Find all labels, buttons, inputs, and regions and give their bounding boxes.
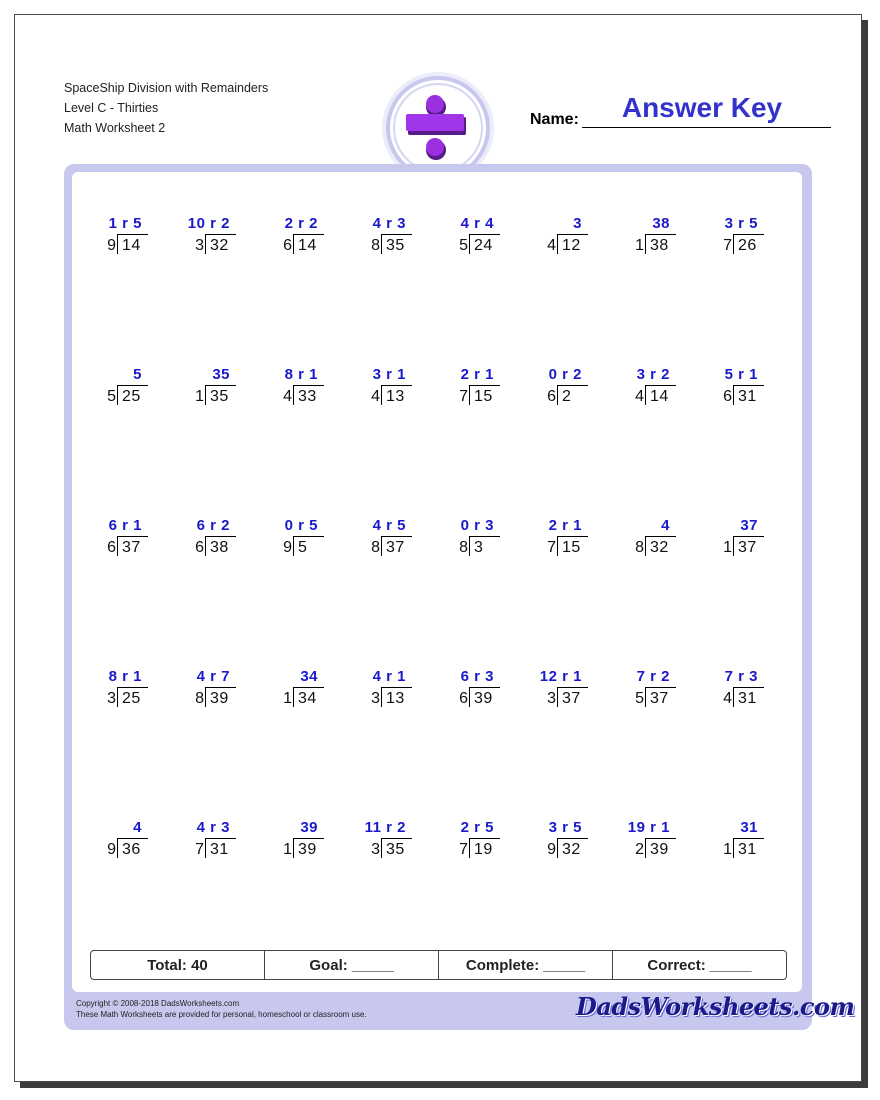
dividend: 14 (298, 237, 317, 254)
division-bracket (645, 385, 676, 405)
quotient-answer: 38 (652, 215, 670, 232)
worksheet-title (64, 78, 268, 138)
divisor: 9 (283, 539, 292, 556)
dividend: 31 (738, 841, 757, 858)
division-bracket (293, 687, 324, 707)
dividend: 39 (210, 690, 229, 707)
division-bracket (469, 838, 500, 858)
dividend: 2 (562, 388, 572, 405)
divisor: 3 (195, 237, 204, 254)
quotient-answer: 2 r 1 (460, 366, 494, 383)
dividend: 15 (474, 388, 493, 405)
divisor: 1 (635, 237, 644, 254)
division-problem (352, 668, 422, 728)
division-problem (528, 215, 598, 275)
quotient-answer: 0 r 5 (284, 517, 318, 534)
quotient-answer: 4 r 3 (196, 819, 230, 836)
division-bracket (645, 838, 676, 858)
divisor: 3 (547, 690, 556, 707)
quotient-answer: 6 r 2 (196, 517, 230, 534)
divisor: 9 (547, 841, 556, 858)
quotient-answer: 7 r 2 (636, 668, 670, 685)
division-problem (440, 366, 510, 426)
quotient-answer: 11 r 2 (364, 819, 406, 836)
name-label: Name: (530, 111, 579, 128)
divisor: 1 (283, 841, 292, 858)
division-problem (176, 366, 246, 426)
division-problem (528, 366, 598, 426)
division-bracket (733, 385, 764, 405)
division-problem (176, 819, 246, 879)
dividend: 38 (650, 237, 669, 254)
division-problem (176, 215, 246, 275)
divisor: 8 (371, 237, 380, 254)
division-problem (176, 668, 246, 728)
division-problem (352, 819, 422, 879)
division-bracket (205, 385, 236, 405)
divisor: 1 (723, 539, 732, 556)
division-problem (704, 215, 774, 275)
quotient-answer: 2 r 2 (284, 215, 318, 232)
divisor: 8 (195, 690, 204, 707)
divisor: 5 (459, 237, 468, 254)
dividend: 3 (474, 539, 484, 556)
divisor: 3 (371, 690, 380, 707)
division-bracket (117, 385, 148, 405)
quotient-answer: 10 r 2 (187, 215, 230, 232)
division-problem (440, 819, 510, 879)
dividend: 31 (738, 690, 757, 707)
answer-key-label: Answer Key (621, 92, 783, 123)
name-field-line (582, 127, 831, 128)
division-bracket (117, 838, 148, 858)
division-bracket (117, 536, 148, 556)
divisor: 8 (459, 539, 468, 556)
dividend: 32 (650, 539, 669, 556)
division-bracket (293, 536, 324, 556)
dividend: 39 (650, 841, 669, 858)
division-bracket (645, 234, 676, 254)
division-problem (440, 668, 510, 728)
dividend: 12 (562, 237, 581, 254)
dividend: 35 (210, 388, 229, 405)
quotient-answer: 7 r 3 (724, 668, 758, 685)
division-bracket (557, 687, 588, 707)
division-bracket (733, 838, 764, 858)
divisor: 1 (283, 690, 292, 707)
dividend: 38 (210, 539, 229, 556)
usage-line: These Math Worksheets are provided for personal, homeschool or classroom use. (76, 1010, 367, 1019)
quotient-answer: 5 (133, 366, 142, 383)
quotient-answer: 34 (300, 668, 318, 685)
division-problem (264, 668, 334, 728)
divisor: 7 (459, 841, 468, 858)
quotient-answer: 3 r 1 (372, 366, 406, 383)
division-bracket (645, 536, 676, 556)
divisor: 5 (635, 690, 644, 707)
divisor: 1 (723, 841, 732, 858)
division-problem (88, 819, 158, 879)
quotient-answer: 4 r 3 (372, 215, 406, 232)
dividend: 37 (122, 539, 141, 556)
quotient-answer: 8 r 1 (284, 366, 318, 383)
total-cell: Total: 40 (91, 951, 265, 979)
division-problem (616, 366, 686, 426)
goal-cell: Goal: _____ (265, 951, 439, 979)
division-problem (88, 668, 158, 728)
quotient-answer: 0 r 2 (548, 366, 582, 383)
quotient-answer: 2 r 1 (548, 517, 582, 534)
correct-cell: Correct: _____ (647, 956, 752, 974)
quotient-answer: 4 (661, 517, 670, 534)
division-bracket (469, 385, 500, 405)
dividend: 24 (474, 237, 493, 254)
dividend: 34 (298, 690, 317, 707)
quotient-answer: 2 r 5 (460, 819, 494, 836)
division-bracket (293, 838, 324, 858)
division-bracket (557, 838, 588, 858)
division-bracket (557, 234, 588, 254)
dividend: 15 (562, 539, 581, 556)
division-bracket (381, 687, 412, 707)
dividend: 39 (298, 841, 317, 858)
division-problem (88, 215, 158, 275)
division-problem (352, 366, 422, 426)
division-problem (88, 517, 158, 577)
division-bracket (733, 234, 764, 254)
division-problem (440, 215, 510, 275)
division-bracket (381, 536, 412, 556)
dividend: 13 (386, 690, 405, 707)
worksheet-number-line: Math Worksheet 2 (64, 121, 166, 135)
division-problem (528, 517, 598, 577)
divisor: 8 (371, 539, 380, 556)
divisor: 3 (371, 841, 380, 858)
division-problem (264, 819, 334, 879)
divisor: 7 (195, 841, 204, 858)
division-bracket (469, 687, 500, 707)
copyright-notice (76, 998, 367, 1020)
dividend: 37 (386, 539, 405, 556)
quotient-answer: 3 r 5 (724, 215, 758, 232)
division-bracket (469, 536, 500, 556)
divisor: 3 (107, 690, 116, 707)
division-bracket (381, 385, 412, 405)
division-bracket (557, 536, 588, 556)
dividend: 26 (738, 237, 757, 254)
dividend: 31 (210, 841, 229, 858)
dividend: 37 (562, 690, 581, 707)
divisor: 6 (723, 388, 732, 405)
brand-logo: DadsWorksheets.com (576, 992, 855, 1021)
dividend: 33 (298, 388, 317, 405)
quotient-answer: 12 r 1 (539, 668, 582, 685)
quotient-answer: 1 r 5 (108, 215, 142, 232)
division-problem (176, 517, 246, 577)
dividend: 39 (474, 690, 493, 707)
quotient-answer: 3 r 5 (548, 819, 582, 836)
dividend: 14 (122, 237, 141, 254)
division-problem (616, 819, 686, 879)
quotient-answer: 8 r 1 (108, 668, 142, 685)
dividend: 37 (650, 690, 669, 707)
dividend: 36 (122, 841, 141, 858)
level-line: Level C - Thirties (64, 101, 159, 115)
divisor: 4 (283, 388, 292, 405)
dividend: 14 (650, 388, 669, 405)
division-problem (264, 517, 334, 577)
divisor: 7 (723, 237, 732, 254)
division-problem (616, 517, 686, 577)
quotient-answer: 3 r 2 (636, 366, 670, 383)
title-line: SpaceShip Division with Remainders (64, 81, 269, 95)
division-problem (704, 819, 774, 879)
division-problem (704, 366, 774, 426)
divisor: 4 (371, 388, 380, 405)
quotient-answer: 6 r 3 (460, 668, 494, 685)
division-bracket (381, 838, 412, 858)
division-bracket (733, 687, 764, 707)
division-problem (352, 517, 422, 577)
division-bracket (205, 838, 236, 858)
divisor: 4 (635, 388, 644, 405)
quotient-answer: 5 r 1 (724, 366, 758, 383)
division-bracket (205, 234, 236, 254)
divisor: 6 (107, 539, 116, 556)
quotient-answer: 35 (212, 366, 230, 383)
divisor: 2 (635, 841, 644, 858)
complete-cell: Complete: _____ (439, 951, 613, 979)
division-problem (528, 819, 598, 879)
divisor: 1 (195, 388, 204, 405)
dividend: 25 (122, 388, 141, 405)
division-bracket (117, 687, 148, 707)
quotient-answer: 39 (300, 819, 318, 836)
dividend: 32 (562, 841, 581, 858)
divisor: 9 (107, 237, 116, 254)
divisor: 7 (547, 539, 556, 556)
divisor: 6 (195, 539, 204, 556)
division-problem (528, 668, 598, 728)
dividend: 35 (386, 841, 405, 858)
dividend: 25 (122, 690, 141, 707)
quotient-answer: 3 (573, 215, 582, 232)
divisor: 6 (547, 388, 556, 405)
score-table (90, 950, 787, 980)
division-problem (88, 366, 158, 426)
division-bracket (293, 234, 324, 254)
divisor: 8 (635, 539, 644, 556)
quotient-answer: 37 (740, 517, 758, 534)
dividend: 13 (386, 388, 405, 405)
divisor: 6 (283, 237, 292, 254)
quotient-answer: 4 r 4 (460, 215, 494, 232)
division-problem (352, 215, 422, 275)
division-problem (440, 517, 510, 577)
division-bracket (469, 234, 500, 254)
division-problem (704, 517, 774, 577)
divisor: 4 (723, 690, 732, 707)
divisor: 4 (547, 237, 556, 254)
division-bracket (205, 536, 236, 556)
dividend: 5 (298, 539, 308, 556)
division-bracket (117, 234, 148, 254)
quotient-answer: 4 (133, 819, 142, 836)
division-problem (264, 366, 334, 426)
quotient-answer: 31 (740, 819, 758, 836)
division-problem (704, 668, 774, 728)
division-bracket (293, 385, 324, 405)
quotient-answer: 19 r 1 (627, 819, 670, 836)
quotient-answer: 4 r 1 (372, 668, 406, 685)
division-bracket (557, 385, 588, 405)
copyright-line: Copyright © 2008-2018 DadsWorksheets.com (76, 999, 240, 1008)
dividend: 37 (738, 539, 757, 556)
division-problem (264, 215, 334, 275)
divisor: 9 (107, 841, 116, 858)
division-bracket (733, 536, 764, 556)
division-bracket (205, 687, 236, 707)
divisor: 6 (459, 690, 468, 707)
division-bracket (381, 234, 412, 254)
dividend: 35 (386, 237, 405, 254)
division-problem (616, 215, 686, 275)
quotient-answer: 4 r 7 (196, 668, 230, 685)
dividend: 32 (210, 237, 229, 254)
divisor: 7 (459, 388, 468, 405)
divisor: 5 (107, 388, 116, 405)
division-bracket (645, 687, 676, 707)
quotient-answer: 4 r 5 (372, 517, 406, 534)
quotient-answer: 0 r 3 (460, 517, 494, 534)
quotient-answer: 6 r 1 (108, 517, 142, 534)
dividend: 31 (738, 388, 757, 405)
dividend: 19 (474, 841, 493, 858)
division-problem (616, 668, 686, 728)
